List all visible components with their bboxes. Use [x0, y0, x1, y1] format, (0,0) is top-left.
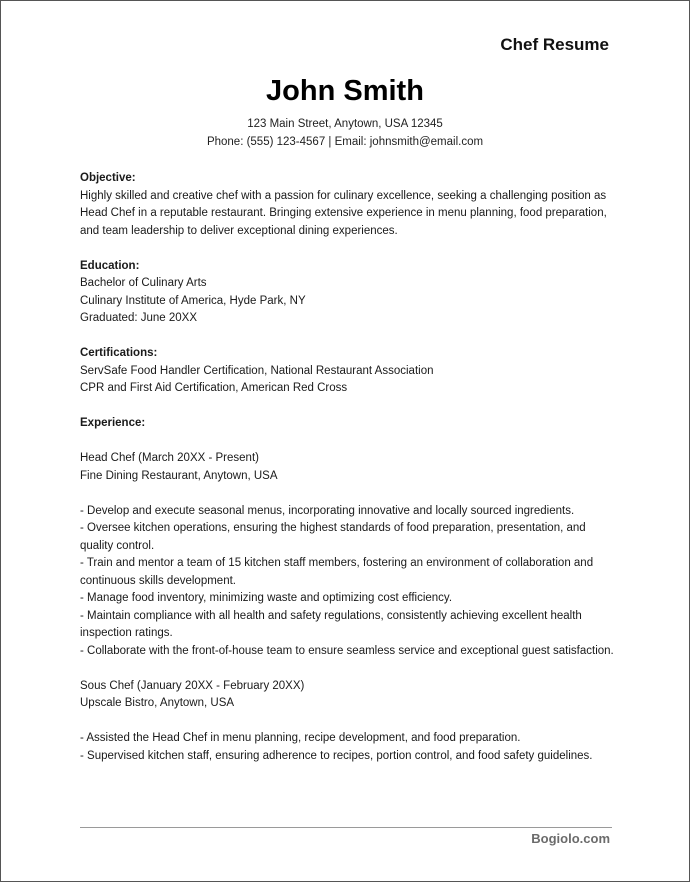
- candidate-name: John Smith: [266, 75, 424, 107]
- job-bullet: - Manage food inventory, minimizing waste and optimizing cost efficiency.: [80, 592, 453, 604]
- job-bullet: - Maintain compliance with all health and safety regulations, consistently achieving excellent health inspection ratings.: [80, 609, 582, 639]
- graduation-line: Graduated: June 20XX: [80, 312, 197, 324]
- footer-divider: [80, 827, 612, 828]
- certifications-section: [80, 345, 615, 398]
- footer-brand: Bogiolo.com: [531, 831, 610, 846]
- document-type-title: Chef Resume: [500, 35, 609, 54]
- job-title: Head Chef (March 20XX - Present): [80, 452, 259, 464]
- contact-line: Phone: (555) 123-4567 | Email: johnsmith@email.com: [206, 136, 484, 148]
- objective-text: Highly skilled and creative chef with a passion for culinary excellence, seeking a challenging position as Head Chef in a reputable restaurant. Bringing extensive experience in menu planning, food preparation, and team leadership to deliver exceptional dining experiences.: [80, 189, 607, 237]
- resume-body: [80, 170, 615, 765]
- job-bullet: - Train and mentor a team of 15 kitchen staff members, fostering an environment of collaboration and continuous skills development.: [80, 557, 594, 587]
- experience-section: [80, 415, 615, 765]
- certification-item: CPR and First Aid Certification, American Red Cross: [80, 382, 348, 394]
- objective-section: [80, 170, 615, 240]
- certifications-heading: Certifications:: [80, 347, 158, 359]
- experience-heading: Experience:: [80, 417, 146, 429]
- education-section: [80, 258, 615, 328]
- education-heading: Education:: [80, 259, 140, 272]
- job-employer: Upscale Bistro, Anytown, USA: [80, 697, 235, 709]
- institution-line: Culinary Institute of America, Hyde Park, NY: [80, 294, 306, 307]
- job-bullet: - Oversee kitchen operations, ensuring the highest standards of food preparation, presentation, and quality control.: [80, 522, 586, 552]
- job-entry-sous-chef: [80, 678, 615, 766]
- certification-item: ServSafe Food Handler Certification, National Restaurant Association: [80, 364, 434, 377]
- job-bullet: - Collaborate with the front-of-house team to ensure seamless service and exceptional guest satisfaction.: [80, 644, 614, 657]
- job-bullet: - Develop and execute seasonal menus, incorporating innovative and locally sourced ingredients.: [80, 504, 575, 517]
- job-employer: Fine Dining Restaurant, Anytown, USA: [80, 469, 278, 482]
- job-title: Sous Chef (January 20XX - February 20XX): [80, 679, 305, 692]
- objective-heading: Objective:: [80, 172, 136, 184]
- address-line: 123 Main Street, Anytown, USA 12345: [247, 118, 443, 130]
- job-entry-head-chef: [80, 450, 615, 660]
- job-bullet: - Supervised kitchen staff, ensuring adherence to recipes, portion control, and food safety guidelines.: [80, 749, 593, 762]
- degree-line: Bachelor of Culinary Arts: [80, 277, 207, 289]
- job-bullet: - Assisted the Head Chef in menu planning, recipe development, and food preparation.: [80, 732, 521, 744]
